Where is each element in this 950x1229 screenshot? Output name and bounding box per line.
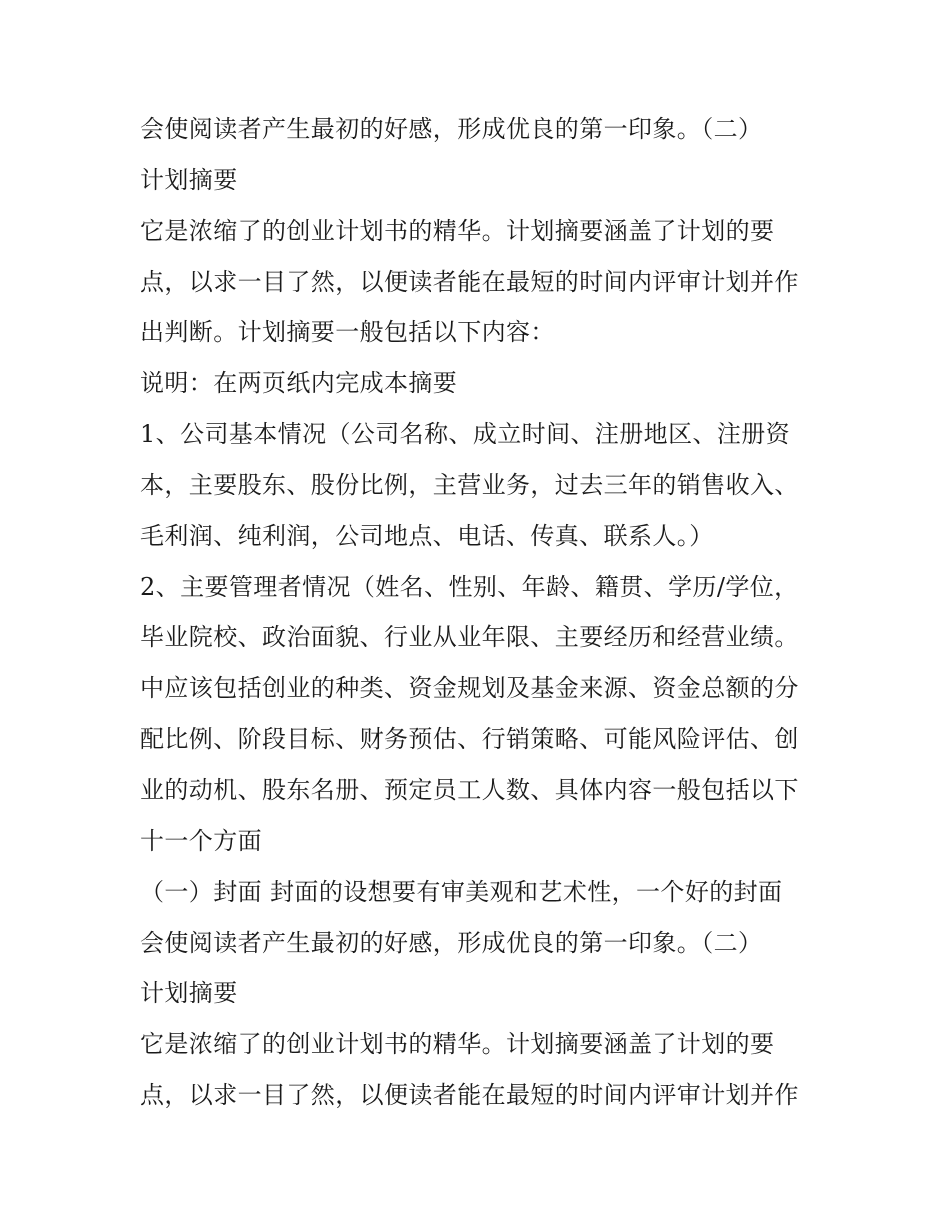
text-line: 会使阅读者产生最初的好感，形成优良的第一印象。（二） [140, 115, 763, 143]
text-line: （一）封面 封面的设想要有审美观和艺术性，一个好的封面 [140, 877, 783, 906]
text-line: 点，以求一目了然，以便读者能在最短的时间内评审计划并作 [140, 1081, 799, 1110]
text-line: 出判断。计划摘要一般包括以下内容： [140, 318, 555, 347]
text-line: 本，主要股东、股份比例，主营业务，过去三年的销售收入、 [140, 470, 799, 499]
text-line: 点，以求一目了然，以便读者能在最短的时间内评审计划并作 [140, 267, 799, 296]
text-line: 它是浓缩了的创业计划书的精华。计划摘要涵盖了计划的要 [140, 1030, 775, 1059]
text-line: 中应该包括创业的种类、资金规划及基金来源、资金总额的分 [140, 674, 799, 703]
text-line: 计划摘要 [140, 979, 238, 1008]
text-line: 2、主要管理者情况（姓名、性别、年龄、籍贯、学历/学位， [140, 572, 799, 601]
text-line: 说明：在两页纸内完成本摘要 [140, 369, 458, 398]
text-line: 毕业院校、政治面貌、行业从业年限、主要经历和经营业绩。 [140, 623, 799, 652]
text-line: 1、公司基本情况（公司名称、成立时间、注册地区、注册资 [140, 420, 791, 449]
text-line: 会使阅读者产生最初的好感，形成优良的第一印象。（二） [140, 928, 763, 957]
text-line: 业的动机、股东名册、预定员工人数、具体内容一般包括以下 [140, 775, 799, 804]
text-line: 毛利润、纯利润，公司地点、电话、传真、联系人。） [140, 521, 714, 550]
text-line: 计划摘要 [140, 165, 238, 194]
text-line: 配比例、阶段目标、财务预估、行销策略、可能风险评估、创 [140, 725, 799, 754]
text-line: 十一个方面 [140, 826, 262, 855]
body-text [140, 104, 830, 1121]
text-line: 它是浓缩了的创业计划书的精华。计划摘要涵盖了计划的要 [140, 216, 775, 245]
